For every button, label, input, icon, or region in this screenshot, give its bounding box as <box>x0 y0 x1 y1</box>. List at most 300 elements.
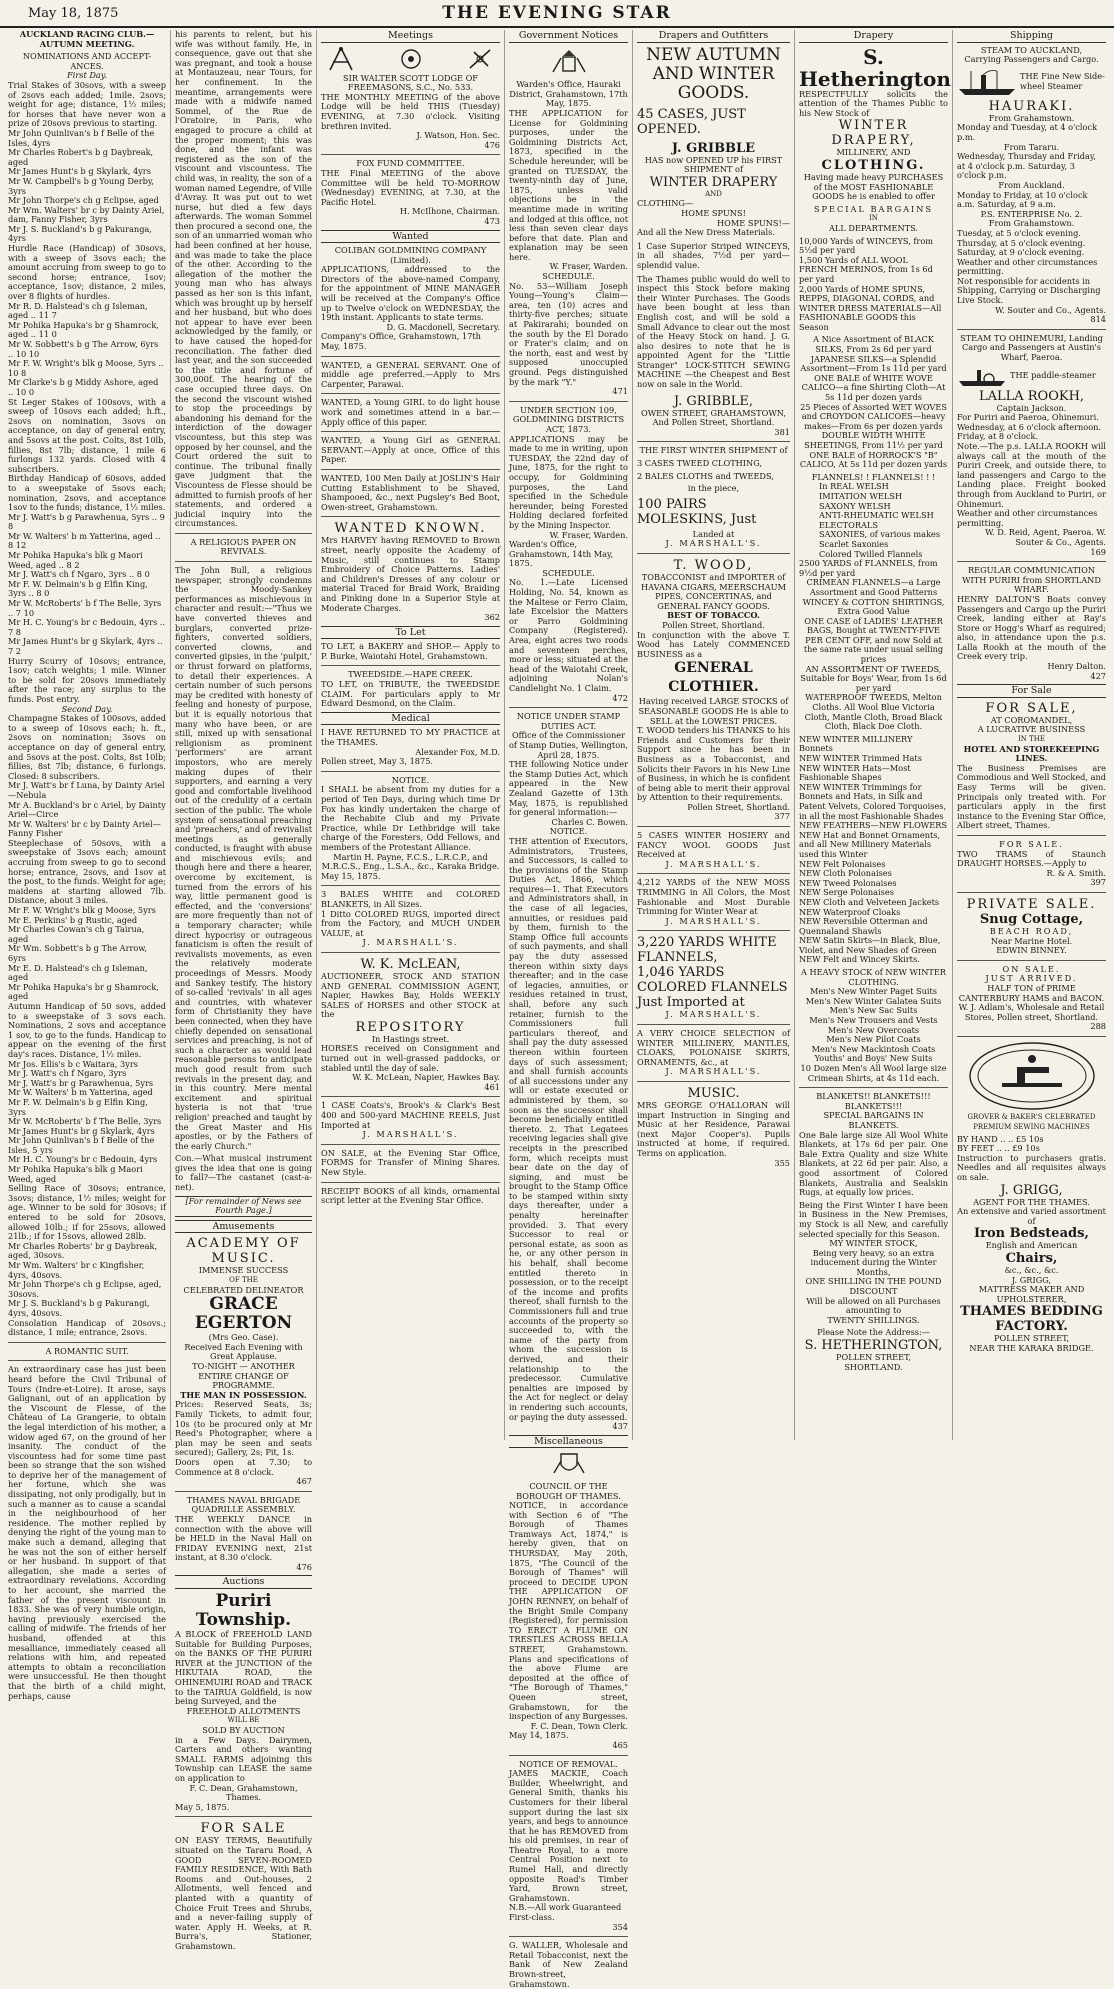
instruction: Instruction to purchasers gratis. Needles and all requisites always on sale. <box>957 1152 1106 1183</box>
steamship-icon <box>957 67 1017 97</box>
heavy-stock: A HEAVY STOCK of NEW WINTER CLOTHING. <box>801 967 946 987</box>
in-the: IN THE <box>1018 735 1045 744</box>
selling-race: Selling Race of 30sovs; entrance, 3sovs; distance, 1½ miles; weight for age. Winner to be sold for 30sovs; if entered to be sold for 20sovs, allowed 10lb.; if for 25sovs, allowed 21lb.; if for 15sovs, allowed 28lb. <box>8 1183 166 1242</box>
tweeds: AN ASSORTMENT OF TWEEDS, Suitable for Boys' Wear, from 1s 6d per yard <box>800 663 947 693</box>
ad-number: 472 <box>612 692 628 703</box>
ad-number: 169 <box>1090 546 1106 557</box>
council-date: May 14, 1875. <box>509 1730 569 1741</box>
puriri-township: Puriri Township. <box>195 1591 292 1631</box>
hetherington-2: S. HETHERINGTON, <box>804 1338 943 1354</box>
celebrated: CELEBRATED DELINEATOR <box>183 1284 304 1295</box>
pollen-street: Pollen Street, Shortland. <box>662 619 765 630</box>
ad-number: 461 <box>484 1081 500 1092</box>
first-day: First Day. <box>67 70 107 81</box>
grigg-name-2: J. GRIGG, <box>1011 1274 1052 1285</box>
stamp-office: Office of the Commissioner of Stamp Duties, Wellington, April 28, 1875. <box>509 730 629 760</box>
column-racing <box>4 29 170 1701</box>
steeplechase: Steeplechase of 50sovs, with a sweepstake of 3sovs each; amount accruing from sweep to go to second horse; entrance, 2sovs, and 1sov at the post, to the funds. Weight for age; maidens at starting allowed 7lb. Distance, about 3 miles. <box>8 837 166 906</box>
crown-crest <box>509 46 628 79</box>
steam-ohinemuri: STEAM TO OHINEMURI, Landing Cargo and Passengers at Austin's Wharf, Paeroa. <box>960 332 1103 363</box>
first-winter: THE FIRST WINTER SHIPMENT of <box>639 445 788 456</box>
white-flannels: 3,220 YARDS WHITE FLANNELS, <box>637 935 777 966</box>
tobacconist: TOBACCONIST and IMPORTER of HAVANA CIGARS, MEERSCHAUM PIPES, CONCERTINAS, and GENERAL FANCY GOODS. <box>641 572 786 611</box>
snug-cottage: Snug Cottage, <box>979 911 1084 927</box>
premises: The Business Premises are Commodious and Well Stocked, and Easy Terms will be given. Principals only treated with. For particulars apply in the first instance to the Evening Star Office, Albert street, Thames. <box>957 762 1107 831</box>
price-hand: BY HAND .. .. £5 10s <box>957 1133 1044 1144</box>
private-sale: PRIVATE SALE. <box>966 896 1097 912</box>
dean-signature: F. C. Dean, Grahamstown, Thames. <box>189 1782 298 1803</box>
homespuns-yards: 2,000 Yards of HOME SPUNS, REPPS, DIAGONAL CORDS, and WINTER DRESS MATERIALS—All FASHIONABLE GOODS this Season <box>799 283 942 332</box>
section-amusements: Amusements <box>175 1220 312 1234</box>
price-feet: BY FEET .. .. £9 10s <box>957 1143 1040 1154</box>
masthead <box>0 0 1114 28</box>
hauraki-times-1: Monday and Tuesday, at 4 o'clock p.m. <box>957 122 1098 142</box>
grover-baker-emblem <box>957 1041 1106 1133</box>
coliban-date: Company's Office, Grahamstown, 17th May, 1875. <box>321 331 481 352</box>
hurdle-weights: Mr R. D. Halstead's ch g Isleman, aged .. 11 7 Mr Pohika Hapuka's br g Shamrock, aged .. 11 0 Mr W. Sobbett's b g The Arrow, 6yrs .. 10 10 Mr F. W. Wright's blk g Moose, 5yrs .. 10 8 Mr Clarke's b g Middy Ashore, aged .. 10 0 <box>8 300 164 397</box>
repository: REPOSITORY <box>355 1019 466 1035</box>
music-heading: MUSIC. <box>687 1085 740 1101</box>
square-compass-icon <box>327 46 355 72</box>
for-sale-coromandel: FOR SALE, <box>985 700 1078 716</box>
pollen-street-3: POLLEN STREET, <box>836 1352 911 1363</box>
stamp-duties: NOTICE UNDER STAMP DUTIES ACT. <box>516 711 621 731</box>
bales-blankets: 3 BALES WHITE and COLORED BLANKETS, in All Sizes. <box>321 889 500 909</box>
will-be: WILL BE <box>227 1716 260 1725</box>
wanted-men: WANTED, 100 Men Daily at JOSLIN'S Hair Cutting Establishment to be Shaved, Shampooed, &c., next Pugsley's Bed Boot, Owen-street, Grahamstown. <box>321 472 500 512</box>
executors-notice: THE attention of Executors, Administrators, Trustees, and Successors, is called to the provisions of the Stamp Duties Act, 1866, which requires—1. That Executors and Administrators shall, in the case of all legacies, annuities, or residues paid by them, furnish to the Stamp Office full accounts of such payments, and shall pay the duty assessed thereon within sixty days thereafter; and in the case of legacies, annuities, or residues retained in trust, shall, before any such retainer, furnish to the Commissioners full particulars thereof, and shall pay the duty assessed thereon within fourteen days of such assessment; and shall furnish accounts of all successions under any will or estate executed or administered by them, so soon as the successor shall become beneficially entitled thereto. 2. That Legatees receiving legacies shall give receipts in the prescribed form, which receipts must bear date on the day of signing, and must be brought to the Stamp Office to be stamped within sixty days thereafter, under a penalty hereinafter provided. 3. That every Successor to real or personal estate, as soon as he, or any other person in his behalf, shall become entitled thereto in possession, or to the receipt of the income and profits thereof, shall furnish to the Commissioners full and true accounts of the property so succeeded to, with the name of the party from whom the succession is derived, and their relationship to the predecessor. Cumulative penalties are imposed by the Act for neglect or delay in rendering such accounts, or paying the duty assessed. <box>509 835 628 1422</box>
notice-heading: NOTICE. <box>549 826 588 837</box>
freehold-allotments: FREEHOLD ALLOTMENTS <box>186 1705 301 1716</box>
chairs: Chairs, <box>1005 1251 1058 1266</box>
hams-bacon: HALF TON of PRIME CANTERBURY HAMS and BACON. <box>958 982 1105 1003</box>
moleskins: 100 PAIRS MOLESKINS, Just <box>637 496 757 527</box>
lodge-text: THE MONTHLY MEETING of the above Lodge will be held THIS (Tuesday) EVENING, at 7.30 o'clock. Visiting brethren invited. <box>321 91 500 131</box>
steeple-entries: Mr F. W. Wright's blk g Moose, 5yrs Mr E. Perkins' b g Rustic, aged Mr Charles Cowan's ch g Tairua, aged Mr Wm. Sobbett's b g The Arrow, 6yrs Mr E. D. Halstead's ch g Isleman, aged Mr Pohika Hapuka's br g Shamrock, aged <box>8 905 159 1002</box>
consolation: Consolation Handicap of 20sovs.; distance, 1 mile; entrance, 2sovs. <box>8 1317 166 1338</box>
wincey-shirtings: WINCEY & COTTON SHIRTINGS, Extra Good Value <box>802 596 945 617</box>
black-silks: A Nice Assortment of BLACK SILKS, From 2s 6d per yard <box>813 334 934 355</box>
winceys-yards: 10,000 Yards of WINCEYS, from 5½d per yard <box>799 235 934 256</box>
of-the: OF THE <box>229 1276 258 1285</box>
wanted-general-servant: WANTED, a Young Girl as GENERAL SERVANT.—Apply at once, Office of this Paper. <box>321 435 500 465</box>
autumn-handicap: Autumn Handicap of 50 sovs, added to a sweepstake of 3 sovs each. Nominations, 2 sovs and acceptance 1 sov, to go to the funds. Handicap to appear on the evening of the first day's races. Distance, 1½ miles. <box>8 1000 166 1059</box>
lodge-title: SIR WALTER SCOTT LODGE OF FREEMASONS, S.C., No. 533. <box>343 72 478 93</box>
section-auctions: Auctions <box>175 1575 312 1589</box>
religious-title: A RELIGIOUS PAPER ON REVIVALS. <box>190 536 297 557</box>
column-shipping <box>952 30 1110 1440</box>
music-text: MRS GEORGE O'HALLORAN will impart Instruction in Singing and Music at her Residence, Parawai (next Major Cooper's). Pupils instructed at home, if required. Terms on application. <box>637 1099 790 1158</box>
lalla-rookh: LALLA ROOKH, <box>978 388 1085 404</box>
received-applause: Received Each Evening with Great Applause. <box>184 1341 303 1362</box>
paddle-steamer: THE paddle-steamer <box>1010 369 1096 380</box>
paddle-block <box>957 365 1106 387</box>
mrs-case: (Mrs Geo. Case). <box>208 1332 279 1343</box>
winter-drapery-2: WINTER DRAPERY, <box>831 118 916 149</box>
english-american: English and American <box>985 1240 1078 1251</box>
medical-notice-text: I SHALL be absent from my duties for a period of Ten Days, during which time Dr Fox has kindly undertaken the charge of the Rechabite Club and my Private Practice, while Dr Lethbridge will take charge of the Foresters, Odd Fellows, and members of the Protestant Alliance. <box>321 784 500 852</box>
champagne-entries: Mr J. Watt's br f Luna, by Dainty Ariel —Nebula Mr A. Buckland's br c Ariel, by Dainty Ariel—Circe Mr W. Walters' br c by Dainty Ariel—Fanny Fisher <box>8 780 166 839</box>
watson-sig: J. Watson, Hon. Sec. <box>416 130 500 141</box>
hurdle-race: Hurdle Race (Handicap) of 30sovs, with a sweep of 3sovs each; the amount accruing from sweep to go to second horse; entrance, 1sov; acceptance, 1sov; distance, 2 miles, over 8 flights of hurdles. <box>8 243 166 302</box>
note-address: Please Note the Address:— <box>817 1327 930 1338</box>
wanted-servant: WANTED, a GENERAL SERVANT. One of middle age preferred.—Apply to Mrs Carpenter, Parawai. <box>321 359 500 389</box>
winceys: 1 Case Superior Striped WINCEYS, in all shades, 7½d per yard—splendid value. <box>637 240 790 270</box>
for-sale-heading: FOR SALE <box>200 1821 287 1837</box>
freehold-block: A BLOCK of FREEHOLD LAND Suitable for Building Purposes, on the BANKS OF THE PURIRI RIVER at the JUNCTION of the HIKUTAIA ROAD, the OHINEMUIRI ROAD and TRACK to the TAIRUA Goldfield, is now being Surveyed, and the <box>175 1629 312 1707</box>
dalton-boats: HENRY DALTON'S Boats convey Passengers and Cargo up the Puriri Creek, landing either at Ray's Store or Hogg's Wharf as required; also, in attendance upon the p.s. Lalla Rookh at the mouth of the Creek every trip. <box>957 593 1106 662</box>
under-text: APPLICATIONS may be made to me in writing, upon TUESDAY, the 22nd day of June, 1875, for the right to occupy, for Goldmining purposes, the Land specified in the Schedule hereunder, being Forested Holding declared forfeited by the Mining Inspector. <box>509 433 628 530</box>
japanese-silks: JAPANESE SILKS—a Splendid Assortment—From 1s 11d per yard <box>800 353 947 374</box>
captain: Captain Jackson. <box>996 402 1067 413</box>
marshall-4: J. MARSHALL'S. <box>665 858 762 869</box>
dress-materials: And all the New Dress Materials. <box>637 227 775 238</box>
croydon-calicoes: 25 Pieces of Assorted WET WOVES and CROYDON CALICOES—heavy makes—From 6s per dozen yards <box>800 401 947 431</box>
conjunction: In conjunction with the above T. Wood has Lately COMMENCED BUSINESS as a <box>637 629 790 659</box>
column-news <box>170 29 316 1951</box>
steamer-block <box>957 67 1106 97</box>
man-in-possession: THE MAN IN POSSESSION. <box>180 1389 307 1400</box>
wood-name: T. WOOD, <box>673 558 754 573</box>
millinery-and: MILLINERY, AND <box>836 147 911 158</box>
regular-communication: REGULAR COMMUNICATION WITH PURIRI from SHORTLAND WHARF. <box>962 565 1101 595</box>
clothing-label: CLOTHING— <box>637 198 694 209</box>
tonight: TO-NIGHT — ANOTHER ENTIRE CHANGE OF PROGRAMME. <box>192 1361 295 1391</box>
section-miscellaneous: Miscellaneous <box>509 1435 628 1449</box>
homespuns-2: HOME SPUNS!— <box>717 217 790 228</box>
prices: Prices: Reserved Seats, 3s; Family Tickets, to admit four, 10s (to be procured only at Mr Reed's Photographer, where a plan may be seen and seats secured); Gallery, 2s; Pit, 1s. <box>175 1399 312 1458</box>
coliban-title: COLIBAN GOLDMINING COMPANY (Limited). <box>334 245 487 265</box>
machine-reels: 1 CASE Coats's, Brook's & Clark's Best 400 and 500-yard MACHINE REELS, Just Imported at <box>321 1100 500 1130</box>
extensive: An extensive and varied assortment of <box>957 1206 1106 1226</box>
mclean-sig: W. K. McLean, Napier, Hawkes Bay. <box>352 1072 500 1083</box>
and: AND <box>705 189 722 198</box>
auction-date: May 5, 1875. <box>175 1801 230 1812</box>
medical-notice: NOTICE. <box>391 774 430 785</box>
reid-sig: W. D. Reid, Agent, Paeroa. W. Souter & Co., Agents. <box>985 527 1106 547</box>
leather-bags: ONE CASE of LADIES' LEATHER BAGS, Bought at TWENTY-FIVE PER CENT OFF, and now Sold at the same rate under usual selling prices <box>803 615 944 665</box>
fraser-sig: W. Fraser, Warden. <box>549 261 628 272</box>
section-wanted: Wanted <box>321 230 500 244</box>
homespuns: HOME SPUNS! <box>681 207 746 218</box>
newspaper-title: THE EVENING STAR <box>442 3 672 23</box>
mattress-maker: MATTRESS MAKER AND UPHOLSTERER, <box>978 1284 1085 1304</box>
bedding-factory: THAMES BEDDING FACTORY. <box>960 1304 1103 1335</box>
payne-date: May 15, 1875. <box>321 870 381 881</box>
trowel-icon <box>466 46 494 72</box>
moss-trimming: 4,212 YARDS of the NEW MOSS TRIMMING in All Colors, the Most Fashionable and Most Durable Trimming for Winter Wear at <box>637 877 790 917</box>
hauraki-times-3: Monday to Friday, at 10 o'clock a.m. Saturday, at 9 a.m. <box>957 189 1088 210</box>
borough-crest <box>509 1451 628 1480</box>
sewing-machine-emblem-icon <box>967 1041 1097 1111</box>
column-meetings <box>316 30 504 1440</box>
suits-list: Men's New Winter Paget Suits Men's New Winter Galatea Suits Men's New Sac Suits Men's New Trousers and Vests Men's New Overcoats Men's New Pilot Coats Men's New Mackintosh Coats Youths' and Boys' New Suits <box>805 986 942 1064</box>
ad-number: 355 <box>774 1157 790 1168</box>
enterprise: P.S. ENTERPRISE No. 2. <box>980 208 1083 219</box>
grover-baker-text: GROVER & BAKER'S CELEBRATED PREMIUM SEWING MACHINES <box>967 1113 1096 1132</box>
weather-note: Weather and other circumstances permitting. <box>957 256 1098 277</box>
dalton-sig: Henry Dalton. <box>1047 661 1106 672</box>
weather-note-2: Weather and other circumstances permitting. <box>957 508 1098 528</box>
nominations-heading: NOMINATIONS AND ACCEPT-ANCES. <box>22 51 152 71</box>
for-sale-2: FOR SALE. <box>999 838 1064 849</box>
section-drapers: Drapers and Outfitters <box>637 30 790 43</box>
romantic-title: A ROMANTIC SUIT. <box>45 1345 129 1356</box>
merinos-yards: 1,500 Yards of ALL WOOL FRENCH MERINOS, from 1s 6d per yard <box>799 254 933 284</box>
marshall-7: J. MARSHALL'S. <box>665 1066 762 1077</box>
schedule-text: No. 53—William Joseph Young—Young's Claim—area, ten (10) acres and thirty-five perches; situate at Pakirarahi; bounded on the south by the El Dorado or Frater's claim; and on the north, east and west by supposed unoccupied ground. Pegs distinguished by the mark "Y." <box>509 280 628 387</box>
pollen-street-4: POLLEN STREET, <box>994 1333 1069 1344</box>
trial-entries: Mr John Quinlivan's b f Belle of the Isles, 4yrs Mr Charles Robert's b g Daybreak, aged Mr James Hunt's b g Skylark, 4yrs Mr W. Campbell's b g Young Derby, 3yrs Mr John Thorpe's ch g Eclipse, aged Mr Wm. Walters' br c by Dainty Ariel, dam, Fanny Fisher, 3yrs Mr J. S. Buckland's b g Pakuranga, 4yrs <box>8 127 165 244</box>
column-drapery <box>794 30 952 1440</box>
agent-thames: AGENT FOR THE THAMES. <box>973 1196 1090 1207</box>
my-winter-stock: MY WINTER STOCK, <box>829 1238 918 1249</box>
pollen-street-2: Pollen Street, Shortland. <box>687 801 790 812</box>
grace-egerton: GRACE EGERTON <box>194 1294 293 1334</box>
schedule-1: SCHEDULE. <box>542 271 595 282</box>
autumn-entries: Mr Jos. Ellis's b c Waitara, 3yrs Mr J. Watt's ch f Ngaro, 3yrs Mr J. Watt's br g Parawhenua, 5yrs Mr W. Walters' b m Yatterina, aged Mr F. W. Delmain's b g Elfin King, 3yrs Mr W. McRoberts' b f The Belle, 3yrs Mr James Hunt's br g Skylark, 4yrs Mr John Quinlivan's b f Belle of the Isles, 5 yrs Mr H. C. Young's br c Bedouin, 4yrs Mr Pohika Hapuka's blk g Maori Weed, aged <box>8 1058 162 1184</box>
hauraki-times-2: Wednesday, Thursday and Friday, at 4 o'clock p.m. Saturday, 3 o'clock p.m. <box>957 151 1096 181</box>
naval-brigade: THAMES NAVAL BRIGADE QUADRILLE ASSEMBLY. <box>186 1494 301 1515</box>
twenty-shillings: TWENTY SHILLINGS. <box>827 1314 920 1325</box>
section-to-let: To Let <box>321 626 500 640</box>
marshall-5: J. MARSHALL'S. <box>665 915 762 926</box>
birthday-weights: Mr J. Watt's b g Parawhenua, 5yrs .. 9 8 Mr W. Walters' b m Yatterina, aged .. 8 12 Mr Pohika Hapuka's blk g Maori Weed, aged .. 8 2 Mr J. Watt's ch f Ngaro, 3yrs .. 8 0 Mr F. W. Delmain's b g Elfin King, 3yrs .. 8 0 Mr W. McRoberts' b f The Belle, 3yrs .. 7 10 Mr H. C. Young's br c Bedouin, 4yrs .. 7 8 Mr James Hunt's br g Skylark, 4yrs .. 7 2 <box>8 511 165 656</box>
millinery-selection: A VERY CHOICE SELECTION of WINTER MILLINERY, MANTLES, CLOAKS, POLONAISE SKIRTS, ORNAMENTS, &c., at <box>637 1028 790 1067</box>
hosiery: 5 CASES WINTER HOSIERY and FANCY WOOL GOODS Just Received at <box>637 830 790 860</box>
from-grahamstown: From Grahamstown. <box>988 112 1075 123</box>
remainder-note: [For remainder of News see Fourth Page.] <box>175 1196 312 1217</box>
issue-date: May 18, 1875 <box>28 6 119 21</box>
under-section: UNDER SECTION 109, GOLDMINING DISTRICTS ACT, 1873. <box>512 404 625 434</box>
wove-calico: ONE BALE of WHITE WOVE CALICO—a fine Shirting Cloth—At 5s 11d per dozen yards <box>801 372 946 403</box>
wood-thanks: T. WOOD tenders his THANKS to his Friends and Customers for their Support since he has been in Business as a Tobacconist, and Solicits their Favors in his New Line of Business, in which he is confident of being able to merit their approval by Attention to their requirements. <box>637 725 790 803</box>
draught-horses: TWO TRAMS of Staunch DRAUGHT HORSES.—Apply to <box>957 848 1106 869</box>
column-government <box>504 30 632 1989</box>
racing-title: AUCKLAND RACING CLUB.— AUTUMN MEETING. <box>19 29 155 49</box>
etc: &c., &c., &c. <box>1004 1265 1059 1275</box>
thames-public: The Thames public would do well to inspect this Stock before making their Winter Purchases. The Goods have been bought at less than English cost, and will be sold a Small Advance to clear out the most of the Heavy Stock on hand. J. G. also desires to note that he is appointed Agent for the "Little Stranger" LOCK-STITCH SEWING MACHINE —the Cheapest and Best now on sale in the World. <box>637 273 790 390</box>
sold-by-auction: SOLD BY AUCTION <box>202 1725 285 1735</box>
selling-entries: Mr Charles Roberts' br g Daybreak, aged, 30sovs. Mr Wm. Walters' br c Kingfisher, 4yrs, 40sovs. Mr John Thorpe's ch g Eclipse, aged, 30sovs. Mr J. S. Buckland's b g Pakurangi, 4yrs, 40sovs. <box>8 1240 162 1318</box>
blanket-bargains: SPECIAL BARGAINS IN BLANKETS. <box>823 1110 924 1130</box>
iron-bedsteads: Iron Bedsteads, <box>974 1226 1089 1242</box>
ad-number: 381 <box>774 426 790 437</box>
in: IN <box>869 214 878 223</box>
ad-number: 377 <box>774 811 790 822</box>
hastings: In Hastings street. <box>371 1033 450 1044</box>
not-responsible: Not responsible for accidents in Shipping, Carrying or Discharging Live Stock. <box>957 275 1101 306</box>
coliban-text: APPLICATIONS, addressed to the Directors of the above-named Company, for the appointment of MINE MANAGER will be received at the Company's Office up to Twelve o'clock on WEDNESDAY, the 19th instant. Applicants to state terms. <box>321 264 500 323</box>
blankets-heading: BLANKETS!! BLANKETS!!! <box>816 1091 931 1102</box>
crimean-shirts: 10 Dozen Men's All Wool large size Crimean Shirts, at 4s 11d each. <box>800 1063 947 1083</box>
birthday-handicap: Birthday Handicap of 60sovs, added to a sweepstake of 5sovs each; nomination, 2sovs, and acceptance 1sov to the funds; distance, 1½ miles. <box>8 473 166 513</box>
crimean: CRIMEAN FLANNELS—a Large Assortment and Good Patterns <box>806 577 941 597</box>
stamp-text: THE following Notice under the Stamp Duties Act, which appeared in the New Zealand Gazette of 13th May, 1875, is republished for general information:— <box>509 759 628 818</box>
gribble-name: J. GRIBBLE <box>671 140 756 156</box>
being-heavy: Being very heavy, so an extra inducement during the Winter Months, <box>810 1247 937 1277</box>
application-text: THE APPLICATION for License for Goldmining purposes, under the Goldmining Districts Act, 1873, specified in the Schedule hereunder, will be granted on TUESDAY, the twenty-ninth day of June, 1875, unless valid objections be in the meantime made in writing and lodged at this office, not less than seven clear days before that date. Plan and explanation may be seen here. <box>509 107 628 262</box>
adlam: W. J. Adlam's, Wholesale and Retail Stores, Pollen street, Shortland. <box>958 1002 1105 1022</box>
general-clothier: GENERAL CLOTHIER. <box>668 660 759 696</box>
royal-arms-icon <box>549 46 589 76</box>
ad-number: 288 <box>1090 1021 1106 1032</box>
opened: HAS now OPENED UP his FIRST SHIPMENT of <box>644 154 783 175</box>
ad-number: 814 <box>1090 314 1106 325</box>
section-medical: Medical <box>321 712 500 726</box>
lalla-note: Note.—The p.s. LALLA ROOKH will always call at the mouth of the Puriri Creek, and outside there, to land passengers and Cargo to the Landing place. Freight booked through from Auckland to Puriri, or Ohinemuri. <box>957 441 1106 509</box>
payne-sig: Martin H. Payne, F.C.S., L.R.C.P., and M.R.C.S., Eng., L.S.A., &c., Karaka Bridge. <box>321 851 500 872</box>
romantic-suit-text: An extraordinary case has just been heard before the Civil Tribunal of Tours (Indre-et-Loire). It arose, says Galignani, out of an application by the Viscount de Flesse, of the Château of La Grangerie, to obtain the legal interdiction of his mother, a widow aged 67, on the ground of her insanity. The conduct of the viscountess had for some time past been so strange that the son wished to deprive her of the management of her fortune, which she was dissipating, not only prodigally, but in such a manner as to cause a scandal in the neighbourhood of her residence. The mother replied by denying the right of the young man to make such a demand, alleging that he was not the son of either herself or her husband. In support of that allegation, she made a series of extraordinary revelations. According to her account, she married the father of the present viscount in 1833. She was of very humble origin, having previously exercised the calling of midwife. The friends of her husband, offended at this mesalliance, immediately ceased all relations with him, and repeated attempts to obtain a reconciliation were unsuccessful. He then thought that the birth of a child might, perhaps, cause <box>8 1364 166 1701</box>
section-for-sale: For Sale <box>957 684 1106 698</box>
masonic-emblems <box>327 46 494 72</box>
ad-number: 476 <box>296 1561 312 1572</box>
mclean-name: W. K. McLEAN, <box>360 956 461 972</box>
colored-flannels: 1,046 YARDS COLORED FLANNELS Just Imported at <box>637 965 788 1011</box>
having-made: Having made heavy PURCHASES of the MOST FASHIONABLE GOODS he is enabled to offer <box>803 171 944 202</box>
landed: Landed at <box>692 528 735 539</box>
gribble-name-2: J. GRIBBLE, <box>673 393 754 409</box>
in-piece: in the piece, <box>687 483 740 494</box>
tweed-clothing: 3 CASES TWEED CLOTHING, <box>637 458 763 469</box>
dean-sig: F. C. Dean, Town Clerk. <box>530 1720 628 1731</box>
hauraki: HAURAKI. <box>988 98 1075 114</box>
wanted-known-text: Mrs HARVEY having REMOVED to Brown street, nearly opposite the Academy of Music, still continues to Stamp Embroidery of Choice Patterns. Ladies' and Children's Dresses of any colour or material Traced for Braid Work, Braiding and Pinking done in a Superior Style at Moderate Charges. <box>321 535 500 613</box>
pollen-date: Pollen street, May 3, 1875. <box>321 756 434 767</box>
solicits: RESPECTFULLY solicits the attention of the Thames Public to his New Stock of <box>799 88 948 118</box>
hotel-lines: HOTEL AND STOREKEEPING LINES. <box>963 743 1100 764</box>
steam-auckland: STEAM TO AUCKLAND, <box>980 44 1083 55</box>
warden-office: Warden's Office, Hauraki District, Grahamstown, 17th May, 1875. <box>509 79 628 109</box>
schedule-text-2: No. 1.—Late Licensed Holding, No. 54, known as the Maltese or Ferro Claim, late Excelsior the Matters or Parro Goldmining Company (Registered). Area, eight acres two roods and seventeen perches, more or less; situated at the head of the Waiotahi Creek, adjoining Nolan's Candlelight No. 1 Claim. <box>509 577 628 693</box>
ad-number: 471 <box>612 386 628 397</box>
bowen-sig: Charles C. Bowen. <box>551 816 628 827</box>
ad-number: 354 <box>612 1921 628 1932</box>
ad-number: 465 <box>612 1739 628 1750</box>
small-farms: in a Few Days. Dairymen, Carters and others wanting SMALL FARMS adjoining this Township can LEASE the same on application to <box>175 1734 312 1783</box>
winter-drapery: WINTER DRAPERY <box>649 174 778 190</box>
marshall-6: J. MARSHALL'S. <box>665 1009 762 1020</box>
ad-number: 467 <box>296 1476 312 1487</box>
wanted-known: WANTED KNOWN. <box>334 521 487 537</box>
champagne-stakes: Champagne Stakes of 100sovs, added to a sweep of 10sovs each; h. ft., 2sovs on nomination; 3sovs on acceptance on day of general entry, and 5sovs at the post. Colts, 8st 10lb; fillies, 8st 7lb; distance, 6 furlongs. Closed: 8 subscribers. <box>8 713 166 781</box>
binney: EDWIN BINNEY. <box>996 945 1067 956</box>
returned: I HAVE RETURNED TO MY PRACTICE at the THAMES. <box>321 727 500 748</box>
section-meetings: Meetings <box>321 30 500 43</box>
marshall-1: J. MARSHALL'S. <box>362 937 459 948</box>
clothing-2: CLOTHING. <box>821 157 926 173</box>
ditto-rugs: 1 Ditto COLORED RUGS, imported direct from the Factory, and MUCH UNDER VALUE, at <box>321 908 500 938</box>
horrocks: ONE BALE of HORROCK'S "B" CALICO, At 5s 11d per dozen yards <box>799 449 948 470</box>
ad-number: 427 <box>1090 670 1106 681</box>
lodge-crest-icon <box>400 47 422 71</box>
religious-text: The John Bull, a religious newspaper, strongly condemns the Moody-Sankey performances as mischievous in character and result:—"Thus we have converted thieves and burglars, converted prize-fighters, converted soldiers, converted clowns, and converted gipsies, in the 'pulpit,' or thrust forward on platforms, to detail their experiences. A certain number of such persons may be credited with honesty of feeling and honesty of purpose, but it is equally notorious that many who have been, or are still, mixed up with sensational religionism as prominent 'performers' are arrant impostors, who are merely making dupes of their supporters, and earning a very good and comfortable livelihood out of the credulity of a certain section of the public. The whole system of sensational preaching and 'preachers,' and of revivalist meetings as generally conducted, is fraught with abuse and mischievous evils; and though here and there a hearer, overcome by excitement, is turned from the errors of his way, little permanent good is effected, and the 'conversions' are more frequently than not of a temporary character; while direct hypocrisy or outrageous fanaticism is often the result of revivalists movements, as even the relatively moderate proceedings of Messrs. Moody and Sankey testify. The history of so-called 'revivals' in all ages and countries, with whatever form of Christianity they have been connected, when they have chiefly depended on sensational services and preaching, is not of such a character as would lead reasonable persons to anticipate much good result from such revivals in the present day, and in this country. Mere mental excitement and spiritual hysteria is not that 'true religion' preached and taught by the Great Master and His apostles, or by the Fathers of the early Church." <box>175 565 312 1151</box>
stocks: Having received LARGE STOCKS of SEASONABLE GOODS He is able to SELL at the LOWEST PRICES. <box>638 696 789 726</box>
mcilhone-sig: H. McIlhone, Chairman. <box>399 206 500 217</box>
blanket-text: One Bale large size All Wool White Blankets, at 17s 6d per pair. One Bale Extra Quality and size White Blankets, at 22 6d per pair. Also, a good assortment of Colored Blankets, Australia and Sealskin Rugs, at equally low prices. <box>799 1129 948 1198</box>
flannels-heading: FLANNELS! ! FLANNELS! ! ! <box>811 471 936 482</box>
blankets-heading-2: BLANKETS!!! <box>844 1100 903 1111</box>
from-auckland: From Auckland. <box>998 179 1065 190</box>
romantic-suit-continued: his parents to relent, but his wife was without family. He, in consequence, gave out that she was pregnant, and took a house at Montauzeau, near Tours, for her confinement. In the meantime, arrangements were made with a midwife named Sommel, of the Rue de l'Oratoire, in Paris, who engaged to procure a child at the proper moment; this was done, and the infant was registered as the son of the viscount and viscountess. The child was, in reality, the son of a woman named Legendre, of Ville d'Avray. It was put out to wet nurse, but died a few days afterwards. The woman Sommel then procured a second one, the son of an unmarried woman who had been confined at her house, and was made to take the place of the other. According to the allegation of the mother the young man who has always passed as her son is this infant, which was brought up by herself and her husband, but who does not appear to have ever been acknowledged by the family, or to have caused the hoped-for reconciliation. The father died last year, and the son succeeded to the title and fortune of 300,000f. The hearing of the case occupied three days. On the second the viscount wished to stop the proceedings by abandoning his demand for the interdiction of the dowager viscountess, but this step was opposed by her counsel, and the Court ordered the suit to continue. The tribunal finally gave judgment that the Viscountess de Flesse should be admitted to furnish proofs of her statements, and ordered a judicial inquiry into the circumstances. <box>175 29 312 529</box>
schedule-2: SCHEDULE. <box>542 567 595 578</box>
puriri-times: For Puriri and Paeroa, Ohinemuri. Wednesday, at 6 o'clock afternoon. Friday, at 8 o'clock. <box>957 412 1102 442</box>
receipt-books: RECEIPT BOOKS of all kinds, ornamental script letter at the Evening Star Office. <box>321 1185 500 1206</box>
st-leger: St Leger Stakes of 100sovs, with a sweep of 10sovs each added; h.ft., 2sovs on nomination, 3sovs on acceptance, on day of general entry, and 5sovs at the post. Colts, 8st 10lb, fillies, 8st 7lb; distance, 1 mile 6 furlongs 132 yards. Closed with 4 subscribers. <box>8 396 166 474</box>
academy-title: ACADEMY OF MUSIC. <box>186 1236 301 1267</box>
shortland: SHORTLAND. <box>844 1361 903 1372</box>
section-drapery: Drapery <box>799 30 948 43</box>
column-drapers <box>632 30 794 1440</box>
new-winter-list: NEW WINTER MILLINERY Bonnets NEW WINTER Trimmed Hats NEW WINTER Hats—Most Fashionable Shapes NEW WINTER Trimmings for Bonnets and Hats, in Silk and Patent Velvets, Colored Torquoises, in all the most Fashionable Shades NEW FEATHERS—NEW FLOWERS NEW Hat and Bonnet Ornaments, and all New Millinery Materials used this Winter NEW Felt Polonaises NEW Cloth Polonaises NEW Tweed Polonaises NEW Serge Polonaises NEW Cloth and Velveteen Jackets NEW Waterproof Cloaks NEW Reversible Otterman and Quennaland Shawls NEW Satin Skirts—in Black, Blue, Violet, and New Shades of Green NEW Felt and Wincey Skirts. <box>799 733 947 965</box>
bales-cloths: 2 BALES CLOTHS and TWEEDS, <box>637 470 774 481</box>
second-day: Second Day. <box>61 703 113 714</box>
coromandel: AT COROMANDEL, <box>990 714 1073 725</box>
ad-number: 473 <box>484 215 500 226</box>
fox-fund: FOX FUND COMMITTEE. <box>356 158 465 169</box>
flannel-list: In REAL WELSH IMITATION WELSH SAXONY WELSH ANTI-RHEUMATIC WELSH ELECTORALS SAXONIES, of various makes Scarlet Saxonies Colored Twilled Flannels <box>819 481 941 559</box>
double-width: DOUBLE WIDTH WHITE SHEETINGS, From 11½ per yard <box>804 430 943 450</box>
best-tobacco: BEST OF TOBACCO. <box>667 610 760 621</box>
horses: HORSES received on Consignment and turned out in well-grassed paddocks, or stabled until the day of sale. <box>321 1043 500 1073</box>
trial-stakes: Trial Stakes of 30sovs, with a sweep of 2sovs each added; 1mile. 2sovs; weight for age; distance, 1½ miles; for horses that have never won a prize of 20sovs previous to starting. <box>8 79 166 129</box>
nb-note: N.B.—All work Guaranteed First-class. <box>509 1902 622 1923</box>
marshall-2: J. MARSHALL'S. <box>362 1129 459 1140</box>
first-winter-note: Being the First Winter I have been in Business in the New Premises, my Stock is all New, and carefully selected specially for this Season. <box>799 1199 948 1239</box>
carrying: Carrying Passengers and Cargo. <box>964 54 1099 65</box>
allowed: Will be allowed on all Purchases amounting to <box>806 1295 941 1316</box>
lucrative: A LUCRATIVE BUSINESS <box>977 724 1086 735</box>
enterprise-times: Tuesday, at 5 o'clock evening. Thursday, at 5 o'clock evening. Saturday, at 9 o'clock evening. <box>957 227 1086 258</box>
mclean-text: AUCTIONEER, STOCK AND STATION AND GENERAL COMMISSION AGENT, Napier, Hawkes Bay, Holds WEEKLY SALES of HORSES and other STOCK at the <box>321 970 500 1020</box>
cases-opened: 45 CASES, JUST OPENED. <box>637 106 746 137</box>
just-arrived: JUST ARRIVED. <box>985 973 1078 984</box>
ad-number: 362 <box>484 612 500 623</box>
from-tararu: From Tararu. <box>1003 141 1060 152</box>
souter-sig: W. Souter and Co., Agents. <box>995 304 1106 315</box>
con-joke: Con.—What musical instrument gives the idea that one is going to fall?—The castanet (cast-a-net). <box>175 1153 312 1193</box>
fox-md: Alexander Fox, M.D. <box>415 746 500 757</box>
ad-number: 437 <box>612 1421 628 1432</box>
on-sale: ON SALE. <box>1002 963 1061 974</box>
removal: NOTICE OF REMOVAL. <box>519 1758 618 1769</box>
section-shipping: Shipping <box>957 30 1106 43</box>
flannel-yards: 2500 YARDS of FLANNELS, from 9½d per yard <box>799 558 938 578</box>
removal-text: JAMES MACKIE, Coach Builder, Wheelwright, and General Smith, thanks his Customers for their liberal support during the last six years, and begs to announce that he has REMOVED from his old premises, in rear of Theatre Royal, to a more Central Position next to Rumel Hall, and directly opposite Road's Timber Yard, Brown street, Grahamstown. <box>509 1768 628 1903</box>
special-bargains: SPECIAL BARGAINS <box>813 203 934 214</box>
marshall-3: J. MARSHALL'S. <box>665 538 762 549</box>
near-marine: Near Marine Hotel. <box>990 935 1073 946</box>
wanted-girl: WANTED, a Young GIRL to do light house work and sometimes attend in a bar.—Apply office of this paper. <box>321 397 500 427</box>
tweedside: TWEEDSIDE.—HAPE CREEK. <box>348 669 473 680</box>
autumn-goods: NEW AUTUMN AND WINTER GOODS. <box>646 44 781 103</box>
family-residence: ON EASY TERMS, Beautifully situated on the Tararu Road, A GOOD SEVEN-ROOMED FAMILY RESIDENCE, With Bath Rooms and Out-houses, 2 Allotments, well fenced and planted with a quantity of Choice Fruit Trees and Shrubs, and a never-failing supply of water. Apply H. Weeks, at R. Burra's, Stationer, Grahamstown. <box>175 1835 312 1951</box>
warden-office-2: Warden's Office, Grahamstown, 14th May, 1875. <box>509 539 614 569</box>
bakery: TO LET, a BAKERY and SHOP.— Apply to P. Burke, Waiotahi Hotel, Grahamstown. <box>321 641 500 661</box>
grigg-name: J. GRIGG, <box>1000 1182 1063 1198</box>
council-text: NOTICE, in accordance with Section 6 of "The Borough of Thames Tramways Act, 1874," is hereby given, that on THURSDAY, May 20th, 1875, "The Council of the Borough of Thames" will proceed to DECIDE UPON THE APPLICATION OF JOHN RENNEY, on behalf of the Bright Smile Company (Registered), for permission TO ERECT A FLUME ON TRESTLES ACROSS BELLA STREET, Grahamstown. Plans and specifications of the above Flume are deposited at the office of "The Borough of Thames," Queen street, Grahamstown, for the inspection of any Burgesses. <box>509 1500 628 1722</box>
smith-sig: R. & A. Smith. <box>1046 867 1106 878</box>
section-government: Government Notices <box>509 30 628 43</box>
from-grahamstown-2: From Grahamstown. <box>988 218 1075 229</box>
transfer-forms: ON SALE, at the Evening Star Office, FORMS for Transfer of Mining Shares. New Style. <box>321 1147 500 1177</box>
doors-open: Doors open at 7.30; to Commence at 8 o'clock. <box>175 1456 312 1477</box>
immense: IMMENSE SUCCESS <box>198 1265 289 1276</box>
hetherington-name: S. Hetherington <box>799 44 951 91</box>
borough-arms-icon <box>551 1451 587 1477</box>
hurry-scurry: Hurry Scurry of 10sovs; entrance, 1sov; catch weights; 1 mile. Winner to be sold for 20sovs immediately after the race; any surplus to the funds. Post entry. <box>8 655 166 704</box>
fine-steamer: THE Fine New Side-wheel Steamer <box>1020 71 1105 91</box>
